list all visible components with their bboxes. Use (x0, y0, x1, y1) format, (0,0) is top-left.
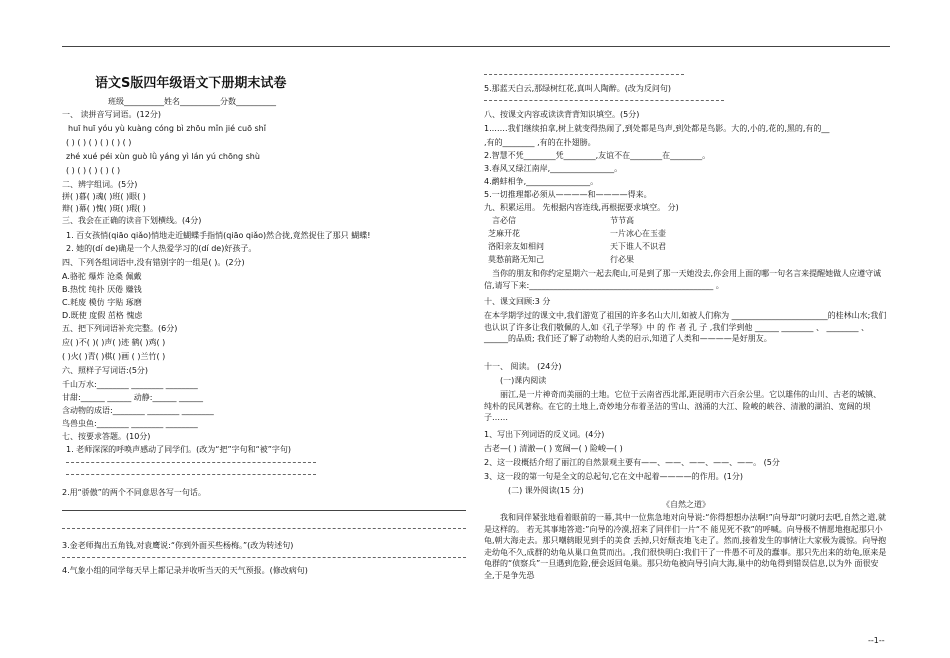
match-right-4: 行必果 (610, 255, 634, 264)
option-b: B.热忱 纯扑 厌倦 赚钱 (62, 285, 142, 294)
section-5-heading: 五、把下列词语补充完整。(6分) (62, 324, 178, 333)
reading-q1-antonyms: 古老—( ) 清澈—( ) 宽阔—( ) 险峻—( ) (484, 444, 623, 453)
section-2-heading: 二、辨字组词。(5分) (62, 180, 138, 189)
section-7-heading: 七、按要求答题。(10分) (62, 432, 151, 441)
section-8-heading: 八、按课文内容或读读背背知识填空。(5分) (484, 110, 640, 119)
section-6-heading: 六、照样子写词语:(5分) (62, 366, 149, 375)
section-4-heading: 四、下列各组词语中,没有错别字的一组是( )。(2分) (62, 258, 245, 267)
match-left-4: 莫愁前路无知己 (488, 255, 544, 264)
fill-item-5: 5.一切推理都必须从————和————得来。 (484, 190, 652, 199)
answer-line (66, 474, 316, 475)
reading-passage-2: 我和同伴紧张地看着眼前的一幕,其中一位焦急地对向导说:“你得想想办法啊!”向导却“叼就叼去吧,自然之道,就是这样的。 若无其事地答道:”向导的冷漠,招来了同伴们一片“不 能见死不救”的呼喊。向导极不情愿地抱起那只小龟,朝大海走去。那只嘲鸫眼见到手的美食 丢掉,只好颓丧地飞走了。然而,接着发生的事情让大家极为震惊。向导抱走幼龟不久,成群的幼龟从巢口鱼贯而出。,我们很快明白:我们干了一件愚不可及的蠢事。那只先出来的幼龟,原来是龟群的“侦察兵”一旦遇到危险,便会返回龟巢。那只幼龟被向导引向大海,巢中的幼龟得到错误信息,以为外 面很安全,于是争先恐 (484, 513, 887, 580)
pattern-row-1: 千山万水:________ ________ ________ (62, 380, 198, 389)
char-group-row-1: 拼( )暮( )魂( )班( )眼( ) (62, 192, 146, 201)
pronunciation-item-2: 2. 她的(dí de)确是一个人热爱学习的(dí de)好孩子。 (66, 244, 257, 253)
fill-item-3: 3.春风又绿江南岸,________________。 (484, 164, 623, 173)
fill-item-4: 4.鹬蚌相争,________________。 (484, 177, 599, 186)
section-10-heading: 十、课文回顾:3 分 (484, 297, 551, 306)
reading-passage-1: 丽江,是一片神奇而美丽的土地。它位于云南省西北部,距昆明市六百余公里。它以雄伟的山川、古老的城镇、纯朴的民风著称。在它的土地上,奇妙地分布着圣洁的雪山、汹涌的大江、险峻的峡谷、清澈的湖泊、宽阔的坝子…… (484, 390, 882, 423)
fill-item-1b: ,有的________ ,有的在扑翅膀。 (484, 138, 596, 147)
section-3-heading: 三、我会在正确的读音下划横线。(4分) (62, 216, 202, 225)
question-7-5: 5.那蓝天白云,那绿树红花,真叫人陶醉。(改为反问句) (484, 84, 671, 93)
pinyin-row-1: huī huī yóu yù kuàng cóng bì zhōu mǐn jié cuō shǐ (68, 124, 266, 133)
answer-row-1: ( ) ( ) ( ) ( ) ( ) ( ) (66, 138, 132, 147)
section-11-heading: 十一、 阅读。 (24分) (484, 362, 562, 371)
option-c: C.耗废 模仿 字贴 琢磨 (62, 298, 142, 307)
pattern-row-2: 甘甜:______ ______ 动静:______ ______ (62, 393, 204, 402)
reading-q3: 3、这一段的第一句是全文的总起句,它在文中起着————的作用。(1分) (484, 472, 743, 481)
section-10-body: 在本学期学过的课文中,我们游览了祖国的许多名山大川,如被人们称为 ________________________的桂林山水;我们也认识了许多让我们敬佩的人,如《孔子学琴》中 的 作 者 孔 子 ,我们学到他 ______ ________ 、 ________ 、 ______的品质; 我们还了解了动物给人类的启示,知道了人类和————是好朋友。 (484, 311, 887, 344)
fill-item-1: 1.……我们继续拍拿,树上就变得热闹了,到处都是鸟声,到处都是鸟影。大的,小的,花的,黑的,有的__ (484, 124, 830, 133)
answer-line (62, 528, 466, 529)
answer-line (484, 74, 684, 75)
fill-item-2: 2.智慧不凭________凭________,友谊不在________在________。 (484, 151, 711, 160)
top-rule (62, 46, 890, 47)
student-info-line: 班级__________姓名__________分数__________ (108, 97, 276, 106)
section-1-heading: 一、 读拼音写词语。(12分) (62, 110, 161, 119)
question-7-4: 4.气象小组的同学每天早上都记录并收听当天的天气预报。(修改病句) (62, 566, 308, 575)
char-group-row-2: 辩( )幕( )愧( )斑( )瑕( ) (62, 204, 146, 213)
answer-line (62, 557, 466, 558)
pattern-row-3: 含动物的成语:________ ________ ________ (62, 406, 214, 415)
section-9-heading: 九、积累运用。 先根据内容连线,再根据要求填空。 分) (484, 203, 679, 212)
match-left-1: 言必信 (492, 216, 516, 225)
option-d: D.既使 度假 茁格 愧虑 (62, 311, 143, 320)
option-a: A.骆驼 爆炸 沧桑 佩戴 (62, 272, 142, 281)
answer-line (62, 510, 466, 511)
question-7-3: 3.金老师掏出五角钱,对袁鹰说:“你到外面买些杨梅。”(改为转述句) (62, 541, 294, 550)
match-right-3: 天下谁人不识君 (610, 242, 666, 251)
reading-part-b-heading: (二) 课外阅读(15 分) (508, 486, 584, 495)
match-right-2: 一片冰心在玉壶 (610, 229, 666, 238)
question-7-1: 1. 老师深深的呼唤声感动了同学们。(改为“把”字句和“被”字句) (66, 445, 291, 454)
idiom-row-2: ( )火( )青( )棋( )画 ( )兰竹( ) (62, 352, 166, 361)
question-7-2: 2.用“骄傲”的两个不同意思各写一句话。 (62, 488, 206, 497)
idiom-row-1: 应( )不( )( )声( )迹 鹤( )鸡( ) (62, 338, 166, 347)
reading-q1: 1、写出下列词语的反义词。(4分) (484, 430, 605, 439)
passage-title: 《自然之道》 (662, 500, 710, 509)
answer-line (484, 100, 724, 101)
answer-row-2: ( ) ( ) ( ) ( ) ( ) (66, 166, 121, 175)
answer-line (66, 462, 316, 463)
reading-part-a-heading: (一)课内阅读 (500, 376, 547, 385)
pinyin-row-2: zhé xué péi xùn guò lǜ yáng yì lán yú chōng shù (66, 152, 260, 161)
reading-q2: 2、这一段概括介绍了丽江的自然景观主要有——、——、——、——、——。 (5分 (484, 458, 780, 467)
pattern-row-4: 鸟兽虫鱼:________ ________ ________ (62, 419, 198, 428)
page-number: --1-- (868, 636, 885, 645)
page-title: 语文S版四年级语文下册期末试卷 (95, 76, 287, 91)
pronunciation-item-1: 1. 百女孩悄(qiāo qiǎo)悄地走近蝴蝶手指悄(qiāo qiǎo)然合拢,竟然捉住了那只 蝴蝶! (66, 231, 371, 240)
section-9-question: 当你的朋友和你约定星期六一起去爬山,可是到了那一天她没去,你会用上面的哪一句名言来提醒她做人应遵守诚信,请写下来:______________________________________________ 。 (484, 269, 882, 290)
match-right-1: 节节高 (610, 216, 634, 225)
match-left-3: 洛阳亲友如相问 (488, 242, 544, 251)
match-left-2: 芝麻开花 (488, 229, 520, 238)
